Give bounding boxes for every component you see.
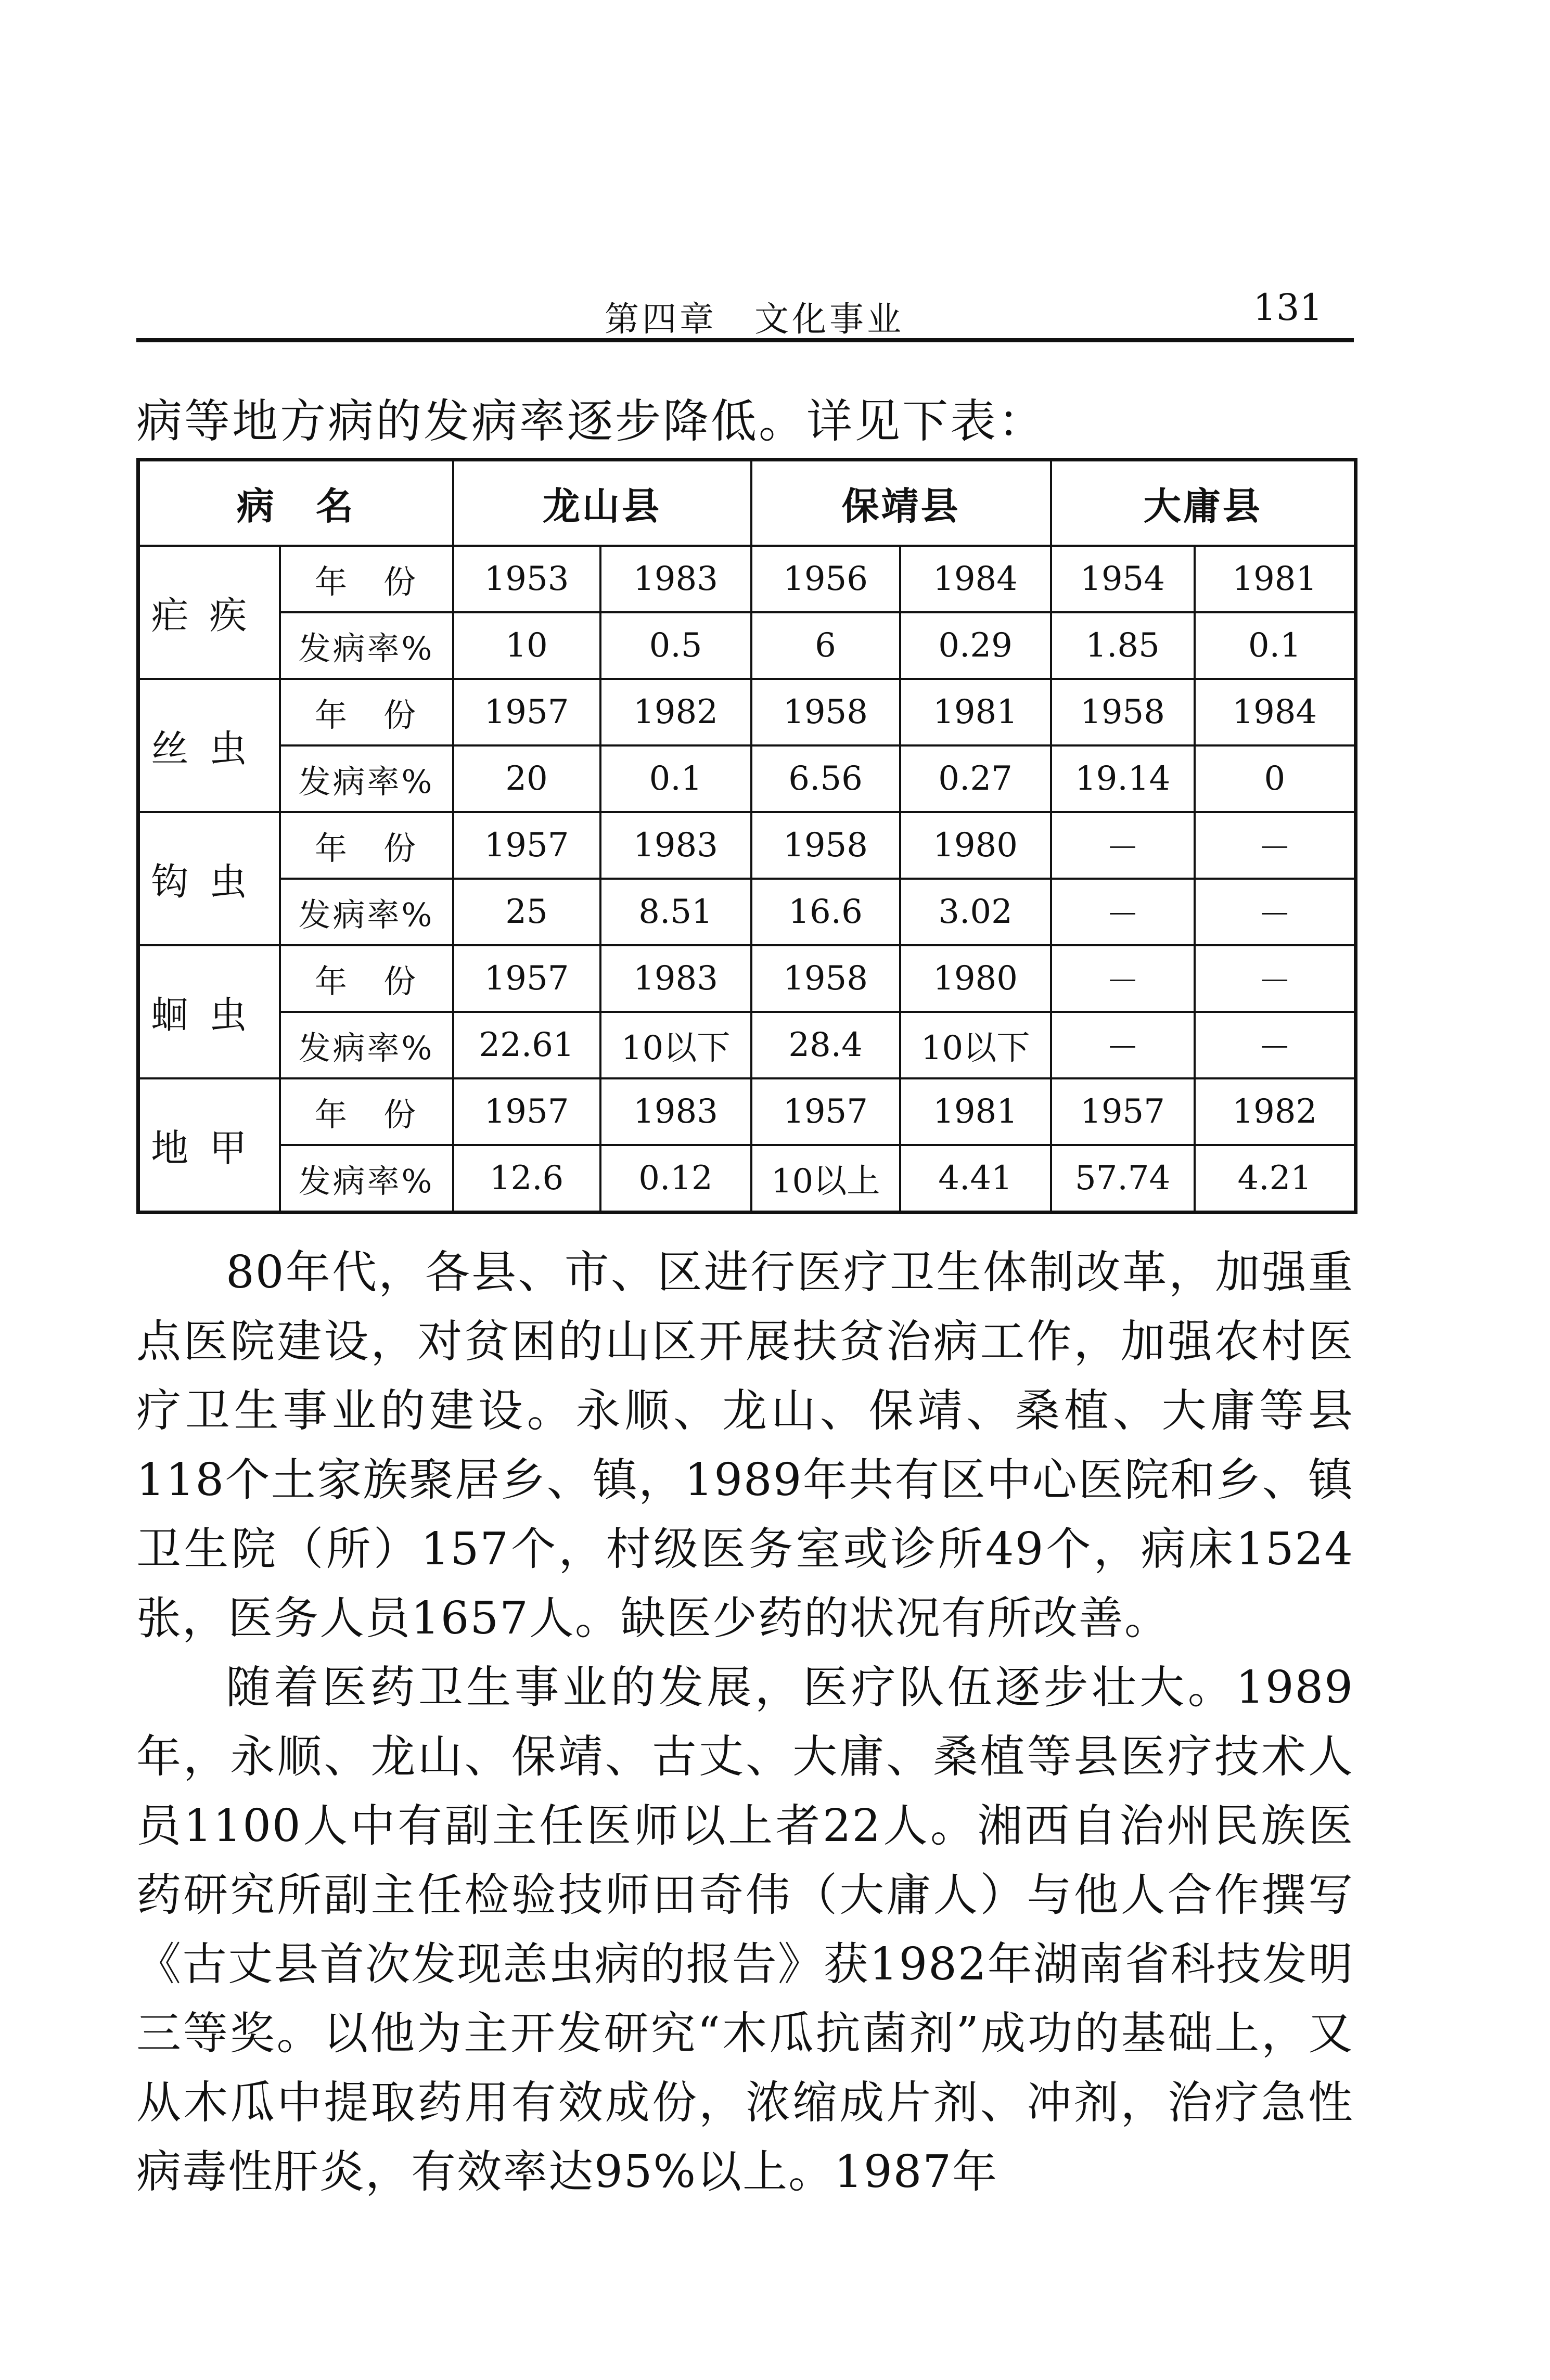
table-cell: 6 (751, 612, 900, 679)
paragraph: 随着医药卫生事业的发展，医疗队伍逐步壮大。1989年，永顺、龙山、保靖、古丈、大庸、桑植等县医疗技术人员1100人中有副主任医师以上者22人。湘西自治州民族医药研究所副主任检验技师田奇伟（大庸人）与他人合作撰写《古丈县首次发现恙虫病的报告》获1982年湖南省科技发明三等奖。以他为主开发研究“木瓜抗菌剂”成功的基础上，又从木瓜中提取药用有效成份，浓缩成片剂、冲剂，治疗急性病毒性肝炎，有效率达95%以上。1987年 (136, 1662, 1354, 2198)
table-cell: － (1051, 812, 1195, 879)
table-cell: 1984 (900, 546, 1051, 612)
table-cell: 1957 (453, 1078, 600, 1145)
table-cell: 1958 (751, 679, 900, 745)
table-cell: 10以下 (600, 1012, 751, 1078)
table-row (138, 1145, 1356, 1213)
paragraph: 80年代，各县、市、区进行医疗卫生体制改革，加强重点医院建设，对贫困的山区开展扶贫治病工作，加强农村医疗卫生事业的建设。永顺、龙山、保靖、桑植、大庸等县118个土家族聚居乡、镇，1989年共有区中心医院和乡、镇卫生院（所）157个，村级医务室或诊所49个，病床1524张，医务人员1657人。缺医少药的状况有所改善。 (136, 1246, 1354, 1644)
table-cell: 1958 (1051, 679, 1195, 745)
table-cell: 1981 (900, 679, 1051, 745)
table-cell: 1982 (600, 679, 751, 745)
disease-name: 地甲 (138, 1078, 280, 1213)
row-label-rate: 发病率% (280, 612, 453, 679)
table-cell: － (1195, 1012, 1356, 1078)
table-row (138, 1012, 1356, 1078)
chapter-title: 第四章 文化事业 (605, 299, 904, 339)
table-cell: 0.27 (900, 745, 1051, 812)
table-cell: 1984 (1195, 679, 1356, 745)
table-cell: 57.74 (1051, 1145, 1195, 1213)
table-cell: 0.1 (600, 745, 751, 812)
table-cell: － (1051, 945, 1195, 1012)
body-text (136, 1238, 1354, 2207)
table-cell: 1957 (453, 945, 600, 1012)
table-cell: 1958 (751, 812, 900, 879)
table-cell: 1980 (900, 812, 1051, 879)
table-row (138, 879, 1356, 945)
table-cell: 6.56 (751, 745, 900, 812)
table-cell: 20 (453, 745, 600, 812)
table-row (138, 745, 1356, 812)
row-label-year: 年 份 (280, 679, 453, 745)
table-cell: － (1051, 879, 1195, 945)
row-label-rate: 发病率% (280, 745, 453, 812)
table-cell: 1983 (600, 1078, 751, 1145)
table-cell: 10以上 (751, 1145, 900, 1213)
table-cell: 0 (1195, 745, 1356, 812)
intro-sentence: 病等地方病的发病率逐步降低。详见下表： (136, 394, 1046, 448)
table-row (138, 679, 1356, 745)
row-label-rate: 发病率% (280, 1145, 453, 1213)
table-cell: 1953 (453, 546, 600, 612)
table-cell: 25 (453, 879, 600, 945)
disease-name: 蛔虫 (138, 945, 280, 1078)
header-dayong: 大庸县 (1051, 460, 1356, 546)
table-row (138, 812, 1356, 879)
table-cell: 4.21 (1195, 1145, 1356, 1213)
row-label-year: 年 份 (280, 945, 453, 1012)
table-cell: － (1195, 879, 1356, 945)
table-cell: 19.14 (1051, 745, 1195, 812)
table-cell: － (1195, 812, 1356, 879)
table-cell: 22.61 (453, 1012, 600, 1078)
table-cell: 1980 (900, 945, 1051, 1012)
table-cell: 1956 (751, 546, 900, 612)
row-label-year: 年 份 (280, 1078, 453, 1145)
table-cell: 1983 (600, 812, 751, 879)
table-cell: 1982 (1195, 1078, 1356, 1145)
table-cell: 16.6 (751, 879, 900, 945)
table-cell: 1981 (900, 1078, 1051, 1145)
table-cell: 1.85 (1051, 612, 1195, 679)
table-cell: 1957 (453, 812, 600, 879)
header-disease-name: 病 名 (138, 460, 453, 546)
disease-name: 丝虫 (138, 679, 280, 812)
row-label-rate: 发病率% (280, 1012, 453, 1078)
page-header (136, 281, 1354, 342)
table-cell: 1957 (1051, 1078, 1195, 1145)
disease-incidence-table (136, 458, 1357, 1214)
page-number: 131 (1253, 286, 1323, 329)
table-cell: 8.51 (600, 879, 751, 945)
table-cell: 0.29 (900, 612, 1051, 679)
row-label-rate: 发病率% (280, 879, 453, 945)
table-row (138, 945, 1356, 1012)
table-cell: 28.4 (751, 1012, 900, 1078)
disease-name: 钩虫 (138, 812, 280, 945)
row-label-year: 年 份 (280, 812, 453, 879)
table-row (138, 1078, 1356, 1145)
table-cell: 1958 (751, 945, 900, 1012)
table-cell: 1983 (600, 546, 751, 612)
table-cell: 0.1 (1195, 612, 1356, 679)
table-row (138, 612, 1356, 679)
table-cell: 0.5 (600, 612, 751, 679)
row-label-year: 年 份 (280, 546, 453, 612)
table-cell: 1981 (1195, 546, 1356, 612)
table-cell: 3.02 (900, 879, 1051, 945)
table-cell: 12.6 (453, 1145, 600, 1213)
table-header-row (138, 460, 1356, 546)
table-cell: 1957 (751, 1078, 900, 1145)
header-baojing: 保靖县 (751, 460, 1051, 546)
table-cell: － (1051, 1012, 1195, 1078)
table-cell: 1983 (600, 945, 751, 1012)
table-cell: 0.12 (600, 1145, 751, 1213)
table-row (138, 546, 1356, 612)
header-longshan: 龙山县 (453, 460, 751, 546)
table-cell: － (1195, 945, 1356, 1012)
table-cell: 10 (453, 612, 600, 679)
table-cell: 4.41 (900, 1145, 1051, 1213)
disease-name: 疟疾 (138, 546, 280, 679)
table-cell: 10以下 (900, 1012, 1051, 1078)
table-cell: 1954 (1051, 546, 1195, 612)
table-cell: 1957 (453, 679, 600, 745)
